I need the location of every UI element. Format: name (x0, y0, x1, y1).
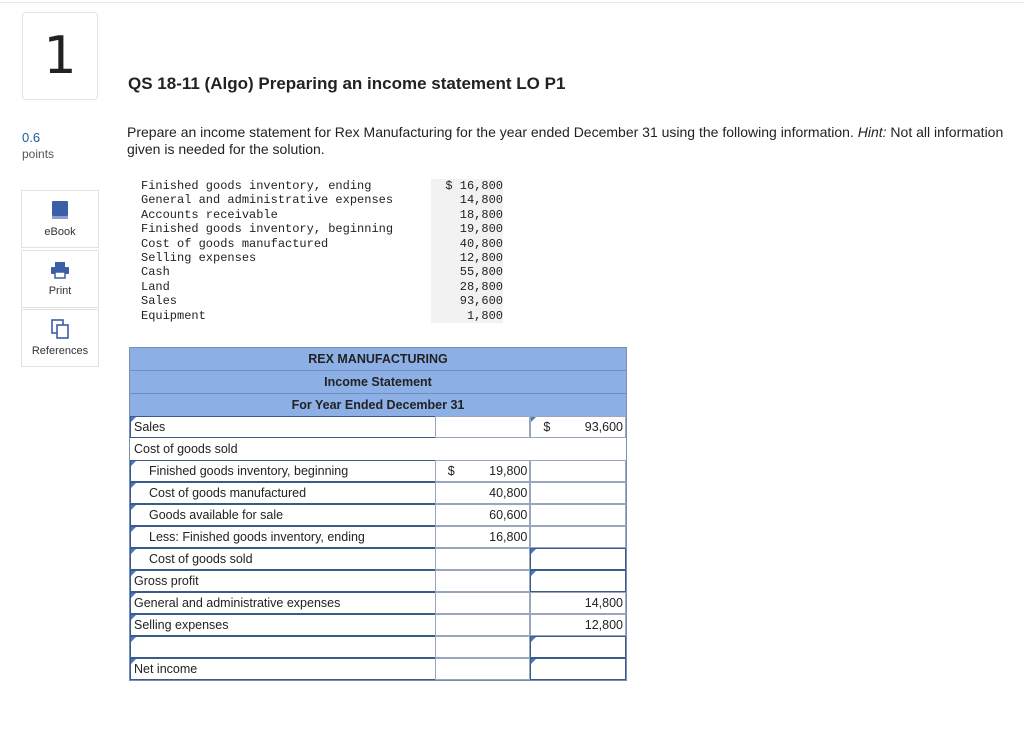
statement-amount2-input[interactable] (530, 548, 626, 570)
print-label: Print (48, 285, 72, 297)
statement-amount1-input[interactable] (435, 658, 531, 680)
given-row (141, 179, 503, 193)
statement-amount1-input[interactable] (435, 636, 531, 658)
statement-row (130, 548, 626, 570)
statement-row (130, 416, 626, 438)
copy-icon (51, 319, 69, 339)
statement-label-input[interactable]: Gross profit (130, 570, 435, 592)
print-button[interactable] (21, 250, 99, 308)
given-value: 18,800 (431, 208, 503, 222)
statement-row (130, 504, 626, 526)
statement-row (130, 482, 626, 504)
statement-amount1-input[interactable] (435, 416, 531, 438)
given-row (141, 265, 503, 279)
statement-label-input[interactable]: General and administrative expenses (130, 592, 435, 614)
statement-label-input[interactable]: Cost of goods manufactured (130, 482, 435, 504)
question-number: 1 (22, 12, 98, 100)
income-statement (129, 347, 627, 681)
references-label: References (31, 345, 89, 357)
given-row (141, 193, 503, 207)
statement-label-input[interactable]: Cost of goods sold (130, 548, 435, 570)
given-value: 14,800 (431, 193, 503, 207)
statement-amount2-input[interactable] (530, 460, 626, 482)
given-value: 40,800 (431, 237, 503, 251)
given-row (141, 280, 503, 294)
statement-row (130, 438, 626, 460)
statement-amount1-input[interactable]: $ 19,800 (435, 460, 531, 482)
statement-label-input[interactable]: Finished goods inventory, beginning (130, 460, 435, 482)
given-row (141, 251, 503, 265)
given-label: Sales (141, 294, 178, 309)
statement-company: REX MANUFACTURING (130, 348, 626, 371)
ebook-button[interactable] (21, 190, 99, 248)
book-icon (51, 200, 69, 220)
given-row (141, 222, 503, 236)
statement-label-input[interactable]: Selling expenses (130, 614, 435, 636)
statement-amount2-input[interactable] (530, 482, 626, 504)
statement-amount1-input[interactable] (435, 570, 531, 592)
statement-amount1-input[interactable]: 40,800 (435, 482, 531, 504)
statement-amount1-input[interactable]: 16,800 (435, 526, 531, 548)
given-value: 1,800 (431, 309, 503, 323)
given-row (141, 237, 503, 251)
given-value: 12,800 (431, 251, 503, 265)
given-label: Cash (141, 265, 170, 280)
statement-amount2-input[interactable]: $ 93,600 (530, 416, 626, 438)
given-row (141, 294, 503, 308)
given-label: General and administrative expenses (141, 193, 394, 208)
given-value: 28,800 (431, 280, 503, 294)
ebook-label: eBook (44, 226, 76, 238)
statement-label-input[interactable]: Net income (130, 658, 435, 680)
question-prompt: Prepare an income statement for Rex Manufacturing for the year ended December 31 using the following information. Hint: Not all information given is needed for the solution. (127, 124, 1004, 157)
given-value: 93,600 (431, 294, 503, 308)
statement-amount2-input[interactable] (530, 504, 626, 526)
statement-label-input[interactable] (130, 636, 435, 658)
statement-amount2-input[interactable] (530, 526, 626, 548)
given-label: Finished goods inventory, beginning (141, 222, 394, 237)
given-value: $ 16,800 (431, 179, 503, 193)
given-data-table (141, 179, 503, 323)
statement-amount2-input[interactable] (530, 636, 626, 658)
statement-amount2-input[interactable]: 12,800 (530, 614, 626, 636)
statement-label-input[interactable]: Goods available for sale (130, 504, 435, 526)
statement-label-input[interactable]: Less: Finished goods inventory, ending (130, 526, 435, 548)
points-label: points (22, 147, 55, 161)
given-row (141, 208, 503, 222)
statement-label-input: Cost of goods sold (134, 442, 238, 456)
statement-amount1-input (435, 438, 531, 460)
points-value: 0.6 (22, 130, 41, 145)
statement-amount1-input[interactable] (435, 548, 531, 570)
statement-row (130, 592, 626, 614)
statement-row (130, 614, 626, 636)
statement-row (130, 526, 626, 548)
statement-amount2-input[interactable]: 14,800 (530, 592, 626, 614)
given-value: 19,800 (431, 222, 503, 236)
given-label: Land (141, 279, 170, 294)
statement-amount1-input[interactable] (435, 614, 531, 636)
statement-row (130, 570, 626, 592)
printer-icon (50, 261, 70, 279)
statement-row (130, 460, 626, 482)
statement-amount2-input[interactable] (530, 570, 626, 592)
given-label: Selling expenses (141, 250, 257, 265)
given-label: Accounts receivable (141, 207, 278, 222)
statement-period: For Year Ended December 31 (130, 394, 626, 416)
given-value: 55,800 (431, 265, 503, 279)
question-title: QS 18-11 (Algo) Preparing an income statement LO P1 (128, 74, 566, 93)
statement-amount2-input (530, 438, 626, 460)
given-label: Equipment (141, 308, 206, 323)
statement-label-input[interactable]: Sales (130, 416, 435, 438)
statement-row (130, 658, 626, 680)
given-label: Finished goods inventory, ending (141, 179, 372, 193)
statement-amount1-input[interactable]: 60,600 (435, 504, 531, 526)
given-row (141, 309, 503, 323)
statement-amount1-input[interactable] (435, 592, 531, 614)
statement-name: Income Statement (130, 371, 626, 394)
references-button[interactable] (21, 309, 99, 367)
given-label: Cost of goods manufactured (141, 236, 329, 251)
statement-row (130, 636, 626, 658)
statement-amount2-input[interactable] (530, 658, 626, 680)
